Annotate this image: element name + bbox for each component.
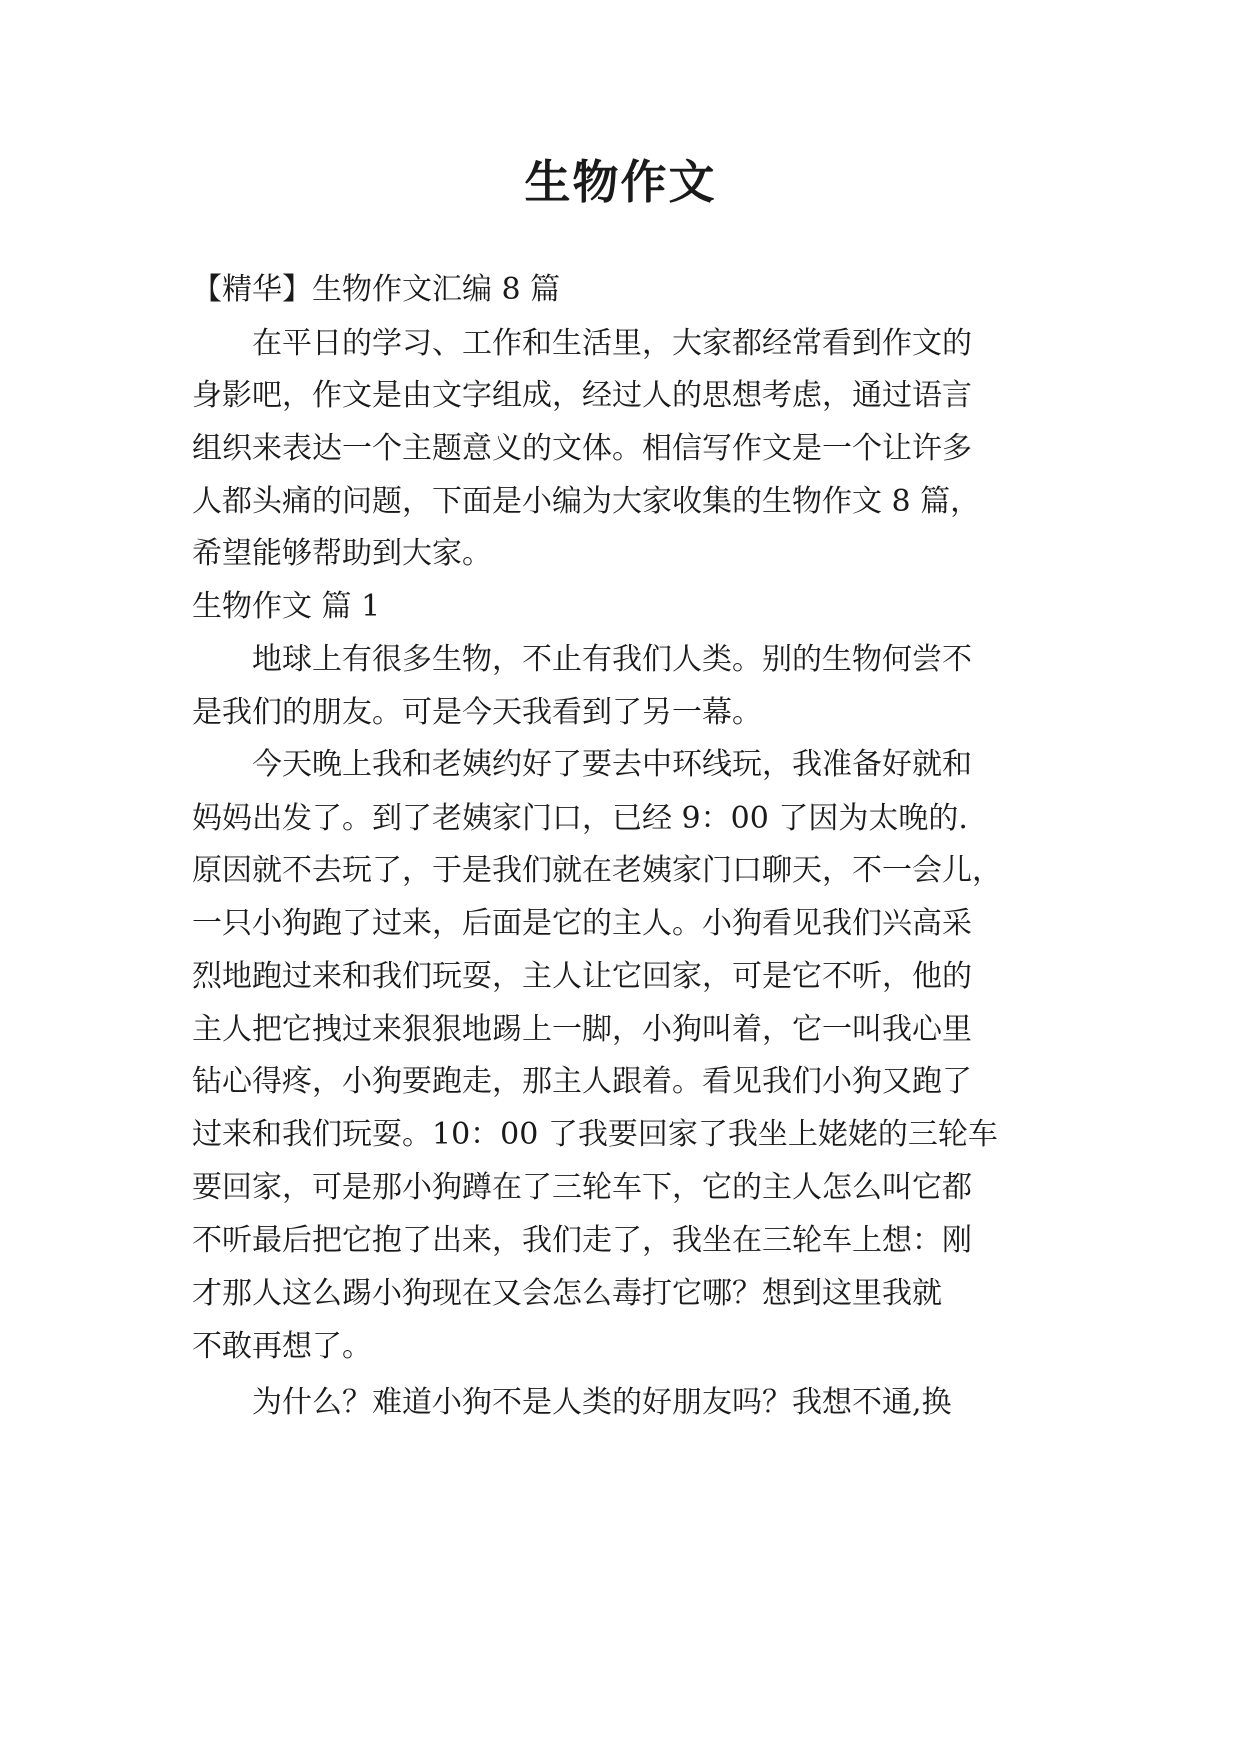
doc-line-body-10: 过来和我们玩耍。10：00 了我要回家了我坐上姥姥的三轮车 [192, 1117, 998, 1152]
document-title: 生物作文 [524, 155, 717, 209]
doc-line-body-1: 地球上有很多生物，不止有我们人类。别的生物何尝不 [192, 642, 972, 677]
doc-line-body-2: 是我们的朋友。可是今天我看到了另一幕。 [192, 695, 762, 730]
doc-line-body-3: 今天晚上我和老姨约好了要去中环线玩，我准备好就和 [192, 747, 972, 782]
doc-line-intro-2: 身影吧，作文是由文字组成，经过人的思想考虑，通过语言 [192, 378, 972, 413]
doc-line-body-15: 为什么？难道小狗不是人类的好朋友吗？我想不通,换 [192, 1385, 952, 1420]
doc-line-body-12: 不听最后把它抱了出来，我们走了，我坐在三轮车上想：刚 [192, 1223, 972, 1258]
doc-line-body-9: 钻心得疼，小狗要跑走，那主人跟着。看见我们小狗又跑了 [192, 1064, 972, 1099]
doc-line-intro-4: 人都头痛的问题，下面是小编为大家收集的生物作文 8 篇， [192, 484, 981, 519]
doc-line-intro-1: 在平日的学习、工作和生活里，大家都经常看到作文的 [192, 326, 972, 361]
doc-line-body-13: 才那人这么踢小狗现在又会怎么毒打它哪？想到这里我就 [192, 1276, 942, 1311]
doc-line-body-8: 主人把它拽过来狠狠地踢上一脚，小狗叫着，它一叫我心里 [192, 1012, 972, 1047]
doc-line-body-6: 一只小狗跑了过来，后面是它的主人。小狗看见我们兴高采 [192, 906, 972, 941]
doc-line-body-7: 烈地跑过来和我们玩耍，主人让它回家，可是它不听，他的 [192, 959, 972, 994]
doc-line-summary-heading: 【精华】生物作文汇编 8 篇 [192, 272, 561, 307]
doc-line-intro-3: 组织来表达一个主题意义的文体。相信写作文是一个让许多 [192, 431, 972, 466]
doc-line-body-5: 原因就不去玩了，于是我们就在老姨家门口聊天，不一会儿， [192, 853, 1002, 888]
doc-line-body-4: 妈妈出发了。到了老姨家门口，已经 9：00 了因为太晚的. [192, 801, 968, 836]
doc-line-intro-5: 希望能够帮助到大家。 [192, 536, 492, 571]
doc-line-body-11: 要回家，可是那小狗蹲在了三轮车下，它的主人怎么叫它都 [192, 1170, 972, 1205]
doc-line-section-heading-1: 生物作文 篇 1 [192, 589, 381, 624]
doc-line-body-14: 不敢再想了。 [192, 1329, 372, 1364]
